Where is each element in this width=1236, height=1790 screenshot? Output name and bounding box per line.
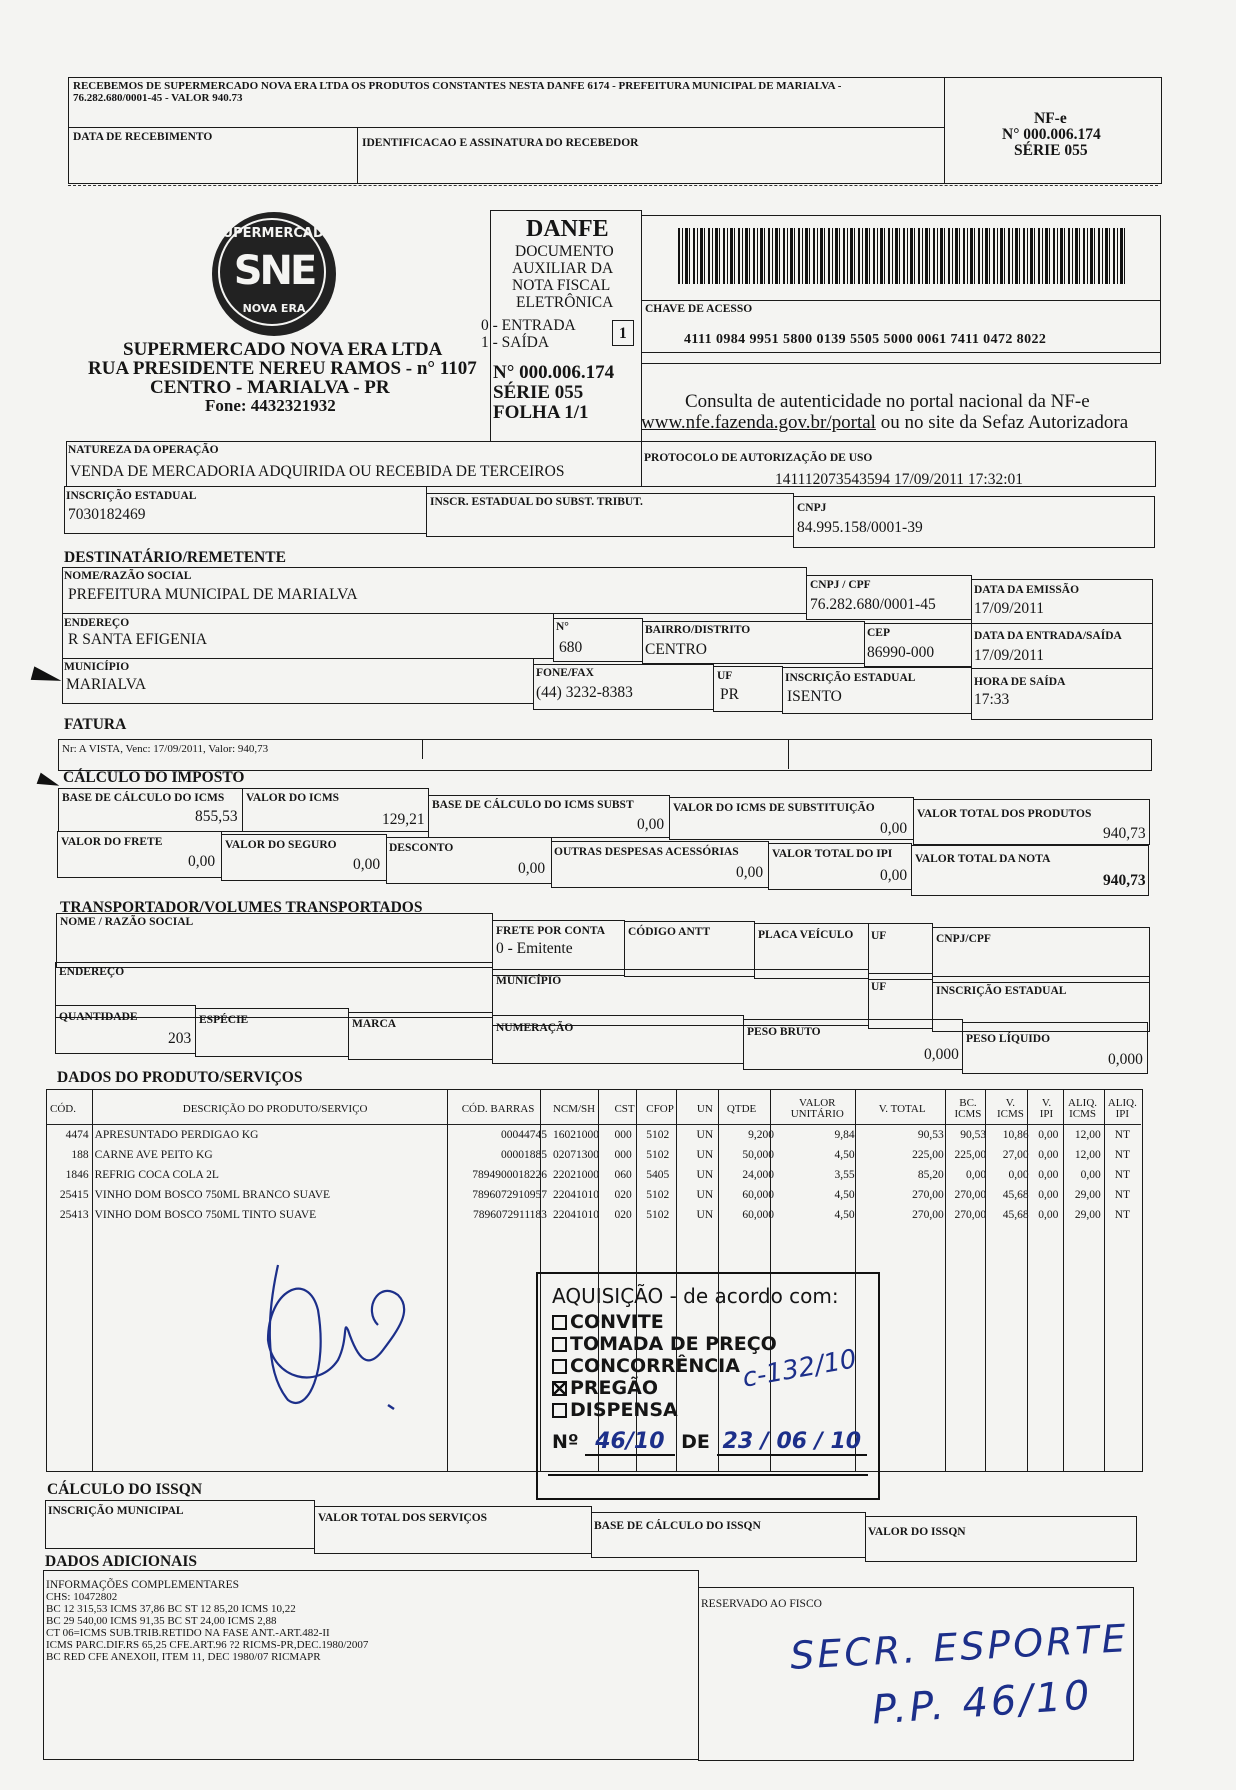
item-description: CARNE AVE PEITO KG (94, 1149, 213, 1161)
ie-value: 7030182469 (68, 506, 146, 523)
products-header-row (47, 1094, 1141, 1125)
item-v-icms: 45,68 (1002, 1209, 1029, 1221)
entry-date: 17/09/2011 (974, 647, 1045, 664)
stub-nfe-serie: SÉRIE 055 (1014, 142, 1088, 159)
entry-date-label: DATA DA ENTRADA/SAÍDA (974, 630, 1122, 642)
recipient-city-label: MUNICÍPIO (64, 661, 130, 673)
handwritten-note-1: SECR. ESPORTE (789, 1616, 1130, 1678)
recipient-name: PREFEITURA MUNICIPAL DE MARIALVA (68, 586, 358, 603)
issuer-name: SUPERMERCADO NOVA ERA LTDA (123, 339, 443, 360)
stamp-option-convite (552, 1310, 664, 1334)
stamp-option-concorrencia (552, 1354, 740, 1378)
tax-bc-st-label: BASE DE CÁLCULO DO ICMS SUBST (432, 799, 634, 811)
tax-icms-label: VALOR DO ICMS (246, 792, 340, 804)
item-unit-price: 9,84 (834, 1129, 855, 1141)
item-cst: 020 (614, 1189, 632, 1201)
item-qty: 50,000 (742, 1149, 774, 1161)
col-cfop: CFOP (646, 1103, 674, 1115)
stamp-number-line (552, 1430, 867, 1454)
tax-total-label: VALOR TOTAL DA NOTA (915, 853, 1051, 865)
danfe-number: N° 000.006.174 (493, 362, 615, 383)
checkbox-tomada[interactable] (552, 1337, 567, 1352)
item-aliq-icms: 12,00 (1074, 1129, 1101, 1141)
stamp-date: 23 / 06 / 10 (717, 1429, 868, 1456)
col-un: UN (696, 1103, 713, 1115)
barcode (678, 228, 1126, 284)
recipient-uf: PR (720, 686, 739, 703)
item-code: 1846 (65, 1169, 89, 1181)
issqn-bc-cell (591, 1512, 866, 1558)
danfe-subtitle-1: DOCUMENTO (515, 243, 614, 260)
item-aliq-icms: 12,00 (1074, 1149, 1101, 1161)
item-cfop: 5102 (646, 1129, 670, 1141)
issuer-cnpj-value: 84.995.158/0001-39 (797, 519, 923, 536)
item-un: UN (696, 1189, 714, 1201)
item-description: REFRIG COCA COLA 2L (94, 1169, 219, 1181)
col-v-icms: V. ICMS (996, 1097, 1024, 1120)
col-bc-icms: BC. ICMS (954, 1097, 982, 1120)
option-label: CONVITE (570, 1311, 664, 1333)
tax-other: 0,00 (736, 864, 764, 881)
item-barcode: 00044745 (500, 1129, 547, 1141)
item-v-icms: 27,00 (1002, 1149, 1029, 1161)
table-row (47, 1145, 1141, 1165)
danfe-subtitle-3: NOTA FISCAL (512, 277, 611, 294)
recipient-uf-label: UF (717, 670, 733, 682)
tax-freight: 0,00 (188, 853, 216, 870)
item-unit-price: 4,50 (834, 1149, 855, 1161)
tax-ipi-label: VALOR TOTAL DO IPI (772, 848, 893, 860)
item-v-ipi: 0,00 (1038, 1149, 1059, 1161)
exit-time-label: HORA DE SAÍDA (974, 676, 1066, 688)
item-qty: 24,000 (742, 1169, 774, 1181)
access-key: 4111 0984 9951 5800 0139 5505 5000 0061 7411 0472 8022 (684, 332, 1047, 347)
item-description: APRESUNTADO PERDIGAO KG (94, 1129, 259, 1141)
item-description: VINHO DOM BOSCO 750ML BRANCO SUAVE (94, 1189, 331, 1201)
danfe-folha: FOLHA 1/1 (493, 402, 589, 423)
invoice-divider-2 (788, 739, 789, 769)
transport-uf-label: UF (871, 930, 887, 942)
stamp-bottom-rule (548, 1474, 868, 1476)
item-bc-icms: 225,00 (954, 1149, 987, 1161)
danfe-title: DANFE (526, 216, 609, 242)
additional-info-label: INFORMAÇÕES COMPLEMENTARES (46, 1579, 240, 1591)
item-cfop: 5102 (646, 1149, 670, 1161)
supermarket-logo (212, 212, 336, 336)
item-unit-price: 4,50 (834, 1189, 855, 1201)
transport-address-label: ENDEREÇO (59, 966, 125, 978)
col-qty: QTDE (726, 1103, 757, 1115)
stamp-number: 46/10 (585, 1429, 674, 1456)
issuer-cnpj-label: CNPJ (797, 502, 827, 514)
transport-qty-label: QUANTIDADE (59, 1011, 138, 1023)
recipient-city: MARIALVA (66, 676, 147, 693)
scan-mark (37, 773, 62, 792)
transport-brand-label: MARCA (352, 1018, 397, 1030)
col-divider (945, 1089, 946, 1472)
signature (248, 1250, 428, 1420)
danfe-saida: 1 - SAÍDA (481, 334, 550, 351)
item-un: UN (696, 1209, 714, 1221)
danfe-serie: SÉRIE 055 (493, 382, 584, 403)
recipient-ie-label: INSCRIÇÃO ESTADUAL (785, 672, 916, 684)
stamp-number-label: Nº (552, 1431, 579, 1453)
recipient-district: CENTRO (645, 641, 707, 658)
col-divider (1063, 1089, 1064, 1472)
item-ncm: 16021000 (552, 1129, 599, 1141)
item-total: 225,00 (912, 1149, 944, 1161)
tax-products-label: VALOR TOTAL DOS PRODUTOS (917, 808, 1092, 820)
item-cst: 000 (614, 1149, 632, 1161)
col-v-ipi: V. IPI (1039, 1097, 1054, 1120)
tax-products: 940,73 (1103, 825, 1146, 842)
item-total: 270,00 (912, 1209, 944, 1221)
issuer-district: CENTRO - MARIALVA - PR (150, 377, 390, 398)
item-code: 25415 (59, 1189, 89, 1201)
item-barcode: 7896072910957 (472, 1189, 547, 1201)
col-aliq-icms: ALIQ. ICMS (1068, 1097, 1098, 1120)
item-aliq-ipi: NT (1114, 1129, 1131, 1141)
tax-icms: 129,21 (382, 811, 425, 828)
option-label: DISPENSA (570, 1399, 678, 1421)
emission-date: 17/09/2011 (974, 600, 1045, 617)
recipient-cnpj: 76.282.680/0001-45 (810, 596, 936, 613)
additional-info-line: CHS: 10472802 (46, 1591, 118, 1603)
table-row (47, 1205, 1141, 1225)
checkbox-convite[interactable] (552, 1315, 567, 1330)
item-barcode: 7896072911183 (473, 1209, 547, 1221)
logo-bottom-text: NOVA ERA (242, 302, 306, 315)
transport-numbering-label: NUMERAÇÃO (496, 1022, 574, 1034)
additional-info-cell (43, 1570, 699, 1760)
recipient-address: R SANTA EFIGENIA (68, 631, 208, 648)
issqn-im-label: INSCRIÇÃO MUNICIPAL (48, 1505, 184, 1517)
recipient-section-title: DESTINATÁRIO/REMETENTE (64, 549, 286, 566)
transport-name-label: NOME / RAZÃO SOCIAL (60, 916, 194, 928)
item-aliq-icms: 0,00 (1080, 1169, 1101, 1181)
products-section-title: DADOS DO PRODUTO/SERVIÇOS (57, 1069, 303, 1086)
item-ncm: 22021000 (552, 1169, 599, 1181)
option-label: PREGÃO (570, 1377, 658, 1399)
issqn-value-cell (865, 1516, 1137, 1562)
item-aliq-ipi: NT (1114, 1209, 1131, 1221)
transport-plate-label: PLACA VEÍCULO (758, 929, 854, 941)
additional-section-title: DADOS ADICIONAIS (45, 1553, 198, 1570)
checkbox-concorrencia[interactable] (552, 1359, 567, 1374)
ie-label: INSCRIÇÃO ESTADUAL (66, 490, 197, 502)
issqn-services-label: VALOR TOTAL DOS SERVIÇOS (318, 1512, 488, 1524)
danfe-entrada: 0 - ENTRADA (481, 317, 576, 334)
tax-bc-icms-label: BASE DE CÁLCULO DO ICMS (62, 792, 225, 804)
col-total: V. TOTAL (878, 1103, 926, 1115)
tax-st-label: VALOR DO ICMS DE SUBSTITUIÇÃO (673, 802, 875, 814)
item-cfop: 5102 (646, 1209, 670, 1221)
additional-info-line: CT 06=ICMS SUB.TRIB.RETIDO NA FASE ANT.-ART.482-II (46, 1627, 330, 1639)
stub-nfe-number: N° 000.006.174 (1002, 126, 1101, 143)
item-cst: 060 (614, 1169, 632, 1181)
receipt-text-line1: RECEBEMOS DE SUPERMERCADO NOVA ERA LTDA OS PRODUTOS CONSTANTES NESTA DANFE 6174 - PREFEITURA MUNICIPAL DE MARIALVA - (73, 80, 842, 92)
transport-gross: 0,000 (924, 1046, 959, 1063)
option-label: TOMADA DE PREÇO (570, 1333, 777, 1355)
table-row (47, 1185, 1141, 1205)
item-qty: 60,000 (742, 1189, 774, 1201)
item-code: 25413 (59, 1209, 89, 1221)
item-qty: 60,000 (742, 1209, 774, 1221)
receipt-signature-label: IDENTIFICACAO E ASSINATURA DO RECEBEDOR (362, 137, 639, 149)
item-total: 90,53 (917, 1129, 944, 1141)
item-qty: 9,200 (748, 1129, 774, 1141)
stamp-option-pregao (552, 1376, 658, 1400)
col-divider (447, 1089, 448, 1472)
col-cst: CST (614, 1103, 635, 1115)
item-aliq-ipi: NT (1114, 1189, 1131, 1201)
recipient-cep-label: CEP (867, 627, 890, 639)
receipt-divider (944, 77, 945, 184)
item-v-ipi: 0,00 (1038, 1129, 1059, 1141)
products-table (47, 1094, 1141, 1225)
transport-antt-label: CÓDIGO ANTT (628, 926, 711, 938)
item-aliq-icms: 29,00 (1074, 1209, 1101, 1221)
transport-freight: 0 - Emitente (496, 940, 573, 957)
item-v-icms: 10,86 (1002, 1129, 1029, 1141)
issqn-bc-label: BASE DE CÁLCULO DO ISSQN (594, 1520, 761, 1532)
col-divider (1027, 1089, 1028, 1472)
table-row (47, 1165, 1141, 1185)
tax-freight-label: VALOR DO FRETE (61, 836, 163, 848)
item-aliq-ipi: NT (1114, 1149, 1131, 1161)
nature-label: NATUREZA DA OPERAÇÃO (68, 444, 219, 456)
col-aliq-ipi: ALIQ. IPI (1107, 1097, 1137, 1120)
transport-species-label: ESPÉCIE (199, 1014, 249, 1026)
tax-other-label: OUTRAS DESPESAS ACESSÓRIAS (554, 846, 739, 858)
fisco-label: RESERVADO AO FISCO (701, 1598, 822, 1610)
danfe-subtitle-2: AUXILIAR DA (512, 260, 614, 277)
scan-mark (31, 666, 64, 687)
transport-section-title: TRANSPORTADOR/VOLUMES TRANSPORTADOS (60, 899, 423, 916)
receipt-date-label: DATA DE RECEBIMENTO (73, 131, 213, 143)
transport-net-label: PESO LÍQUIDO (966, 1033, 1051, 1045)
issqn-value-label: VALOR DO ISSQN (868, 1526, 966, 1538)
col-unit-price: VALOR UNITÁRIO (790, 1097, 844, 1120)
stamp-title: AQUISIÇÃO - de acordo com: (552, 1284, 839, 1308)
item-unit-price: 4,50 (834, 1209, 855, 1221)
checkbox-pregao-checked[interactable] (552, 1381, 567, 1396)
handwritten-code: c-132/10 (740, 1344, 859, 1394)
tax-bc-st: 0,00 (637, 816, 665, 833)
recipient-cep: 86990-000 (867, 644, 935, 661)
item-bc-icms: 90,53 (960, 1129, 987, 1141)
item-v-icms: 45,68 (1002, 1189, 1029, 1201)
transport-city-label: MUNICÍPIO (496, 975, 562, 987)
transport-cnpj-label: CNPJ/CPF (936, 933, 991, 945)
item-aliq-icms: 29,00 (1074, 1189, 1101, 1201)
additional-info-line: BC RED CFE ANEXOII, ITEM 11, DEC 1980/07 RICMAPR (46, 1651, 321, 1663)
recipient-name-label: NOME/RAZÃO SOCIAL (64, 570, 192, 582)
issqn-section-title: CÁLCULO DO ISSQN (47, 1481, 203, 1498)
item-ncm: 02071300 (552, 1149, 599, 1161)
cut-line (68, 185, 1158, 186)
item-ncm: 22041010 (552, 1209, 599, 1221)
col-divider (985, 1089, 986, 1472)
item-barcode: 00001885 (500, 1149, 547, 1161)
checkbox-dispensa[interactable] (552, 1403, 567, 1418)
additional-info-line: BC 29 540,00 ICMS 91,35 BC ST 24,00 ICMS 2,88 (46, 1615, 277, 1627)
stamp-option-tomada (552, 1332, 777, 1356)
transport-freight-label: FRETE POR CONTA (496, 925, 606, 937)
consulta-line2 (641, 413, 1128, 433)
transport-gross-label: PESO BRUTO (747, 1026, 821, 1038)
tax-discount: 0,00 (518, 860, 546, 877)
item-cst: 000 (614, 1129, 632, 1141)
nature-value: VENDA DE MERCADORIA ADQUIRIDA OU RECEBIDA DE TERCEIROS (70, 463, 565, 480)
item-cst: 020 (614, 1209, 632, 1221)
logo-mark: SNE (233, 248, 315, 294)
col-divider (92, 1089, 93, 1472)
tax-discount-label: DESCONTO (389, 842, 454, 854)
recipient-number-label: N° (556, 621, 569, 633)
item-code: 4474 (65, 1129, 89, 1141)
recipient-number: 680 (559, 639, 583, 656)
tax-insurance: 0,00 (353, 856, 381, 873)
portal-link[interactable]: www.nfe.fazenda.gov.br/portal (641, 412, 876, 433)
recipient-district-label: BAIRRO/DISTRITO (645, 624, 751, 636)
tax-bc-icms: 855,53 (195, 808, 238, 825)
danfe-type-value: 1 (619, 325, 627, 342)
col-barcode: CÓD. BARRAS (461, 1103, 535, 1115)
access-key-label: CHAVE DE ACESSO (645, 303, 753, 315)
transport-uf2-label: UF (871, 981, 887, 993)
protocol-label: PROTOCOLO DE AUTORIZAÇÃO DE USO (644, 452, 873, 464)
consulta-line1: Consulta de autenticidade no portal nacional da NF-e (685, 391, 1090, 412)
item-barcode: 7894900018226 (472, 1169, 547, 1181)
recipient-ie: ISENTO (787, 688, 842, 705)
additional-info-line: ICMS PARC.DIF.RS 65,25 CFE.ART.96 ?2 RICMS-PR,DEC.1980/2007 (46, 1639, 369, 1651)
item-code: 188 (71, 1149, 89, 1161)
handwritten-note-2: P.P. 46/10 (870, 1672, 1094, 1734)
tax-insurance-label: VALOR DO SEGURO (225, 839, 337, 851)
logo-top-text: SUPERMERCADO (213, 226, 335, 241)
item-bc-icms: 0,00 (966, 1169, 987, 1181)
col-code: CÓD. (50, 1103, 76, 1115)
item-bc-icms: 270,00 (954, 1189, 987, 1201)
option-label: CONCORRÊNCIA (570, 1355, 740, 1377)
recipient-cnpj-label: CNPJ / CPF (810, 579, 871, 591)
additional-info-line: BC 12 315,53 ICMS 37,86 BC ST 12 85,20 ICMS 10,22 (46, 1603, 296, 1615)
item-description: VINHO DOM BOSCO 750ML TINTO SUAVE (94, 1209, 317, 1221)
procurement-stamp (536, 1272, 880, 1500)
item-bc-icms: 270,00 (954, 1209, 987, 1221)
col-ncm: NCM/SH (552, 1103, 596, 1115)
transport-net: 0,000 (1108, 1051, 1143, 1068)
item-un: UN (696, 1149, 714, 1161)
emission-date-label: DATA DA EMISSÃO (974, 584, 1080, 596)
recipient-phone: (44) 3232-8383 (536, 684, 633, 701)
receipt-text-line2: 76.282.680/0001-45 - VALOR 940.73 (73, 92, 243, 104)
item-v-ipi: 0,00 (1038, 1189, 1059, 1201)
consulta-suffix: ou no site da Sefaz Autorizadora (875, 412, 1129, 433)
issuer-phone: Fone: 4432321932 (205, 396, 336, 415)
item-unit-price: 3,55 (834, 1169, 855, 1181)
item-un: UN (696, 1169, 714, 1181)
table-row (47, 1125, 1141, 1146)
ie-st-label: INSCR. ESTADUAL DO SUBST. TRIBUT. (430, 496, 643, 508)
transport-qty: 203 (168, 1030, 192, 1047)
stamp-date-label: DE (681, 1431, 710, 1453)
col-description: DESCRIÇÃO DO PRODUTO/SERVIÇO (182, 1103, 368, 1115)
item-aliq-ipi: NT (1114, 1169, 1131, 1181)
item-v-ipi: 0,00 (1038, 1209, 1059, 1221)
stub-nfe-label: NF-e (1034, 110, 1067, 127)
receipt-signature-cell[interactable] (357, 127, 945, 184)
tax-st: 0,00 (880, 820, 908, 837)
item-un: UN (696, 1129, 714, 1141)
invoice-divider-1 (422, 739, 423, 759)
item-ncm: 22041010 (552, 1189, 599, 1201)
item-total: 85,20 (917, 1169, 944, 1181)
issuer-address: RUA PRESIDENTE NEREU RAMOS - n° 1107 (88, 358, 477, 379)
tax-ipi: 0,00 (880, 867, 908, 884)
item-v-ipi: 0,00 (1038, 1169, 1059, 1181)
tax-section-title: CÁLCULO DO IMPOSTO (63, 769, 245, 786)
recipient-phone-label: FONE/FAX (536, 667, 594, 679)
tax-total: 940,73 (1103, 872, 1146, 889)
item-v-icms: 0,00 (1008, 1169, 1029, 1181)
item-cfop: 5102 (646, 1189, 670, 1201)
invoice-text: Nr: A VISTA, Venc: 17/09/2011, Valor: 940,73 (62, 743, 269, 755)
col-divider (1104, 1089, 1105, 1472)
protocol-value: 141112073543594 17/09/2011 17:32:01 (775, 471, 1023, 488)
transport-ie-label: INSCRIÇÃO ESTADUAL (936, 985, 1067, 997)
stamp-option-dispensa (552, 1398, 678, 1422)
danfe-subtitle-4: ELETRÔNICA (516, 294, 614, 311)
exit-time: 17:33 (974, 691, 1010, 708)
item-cfop: 5405 (646, 1169, 670, 1181)
recipient-address-label: ENDEREÇO (64, 617, 130, 629)
invoice-section-title: FATURA (64, 716, 127, 733)
item-total: 270,00 (912, 1189, 944, 1201)
